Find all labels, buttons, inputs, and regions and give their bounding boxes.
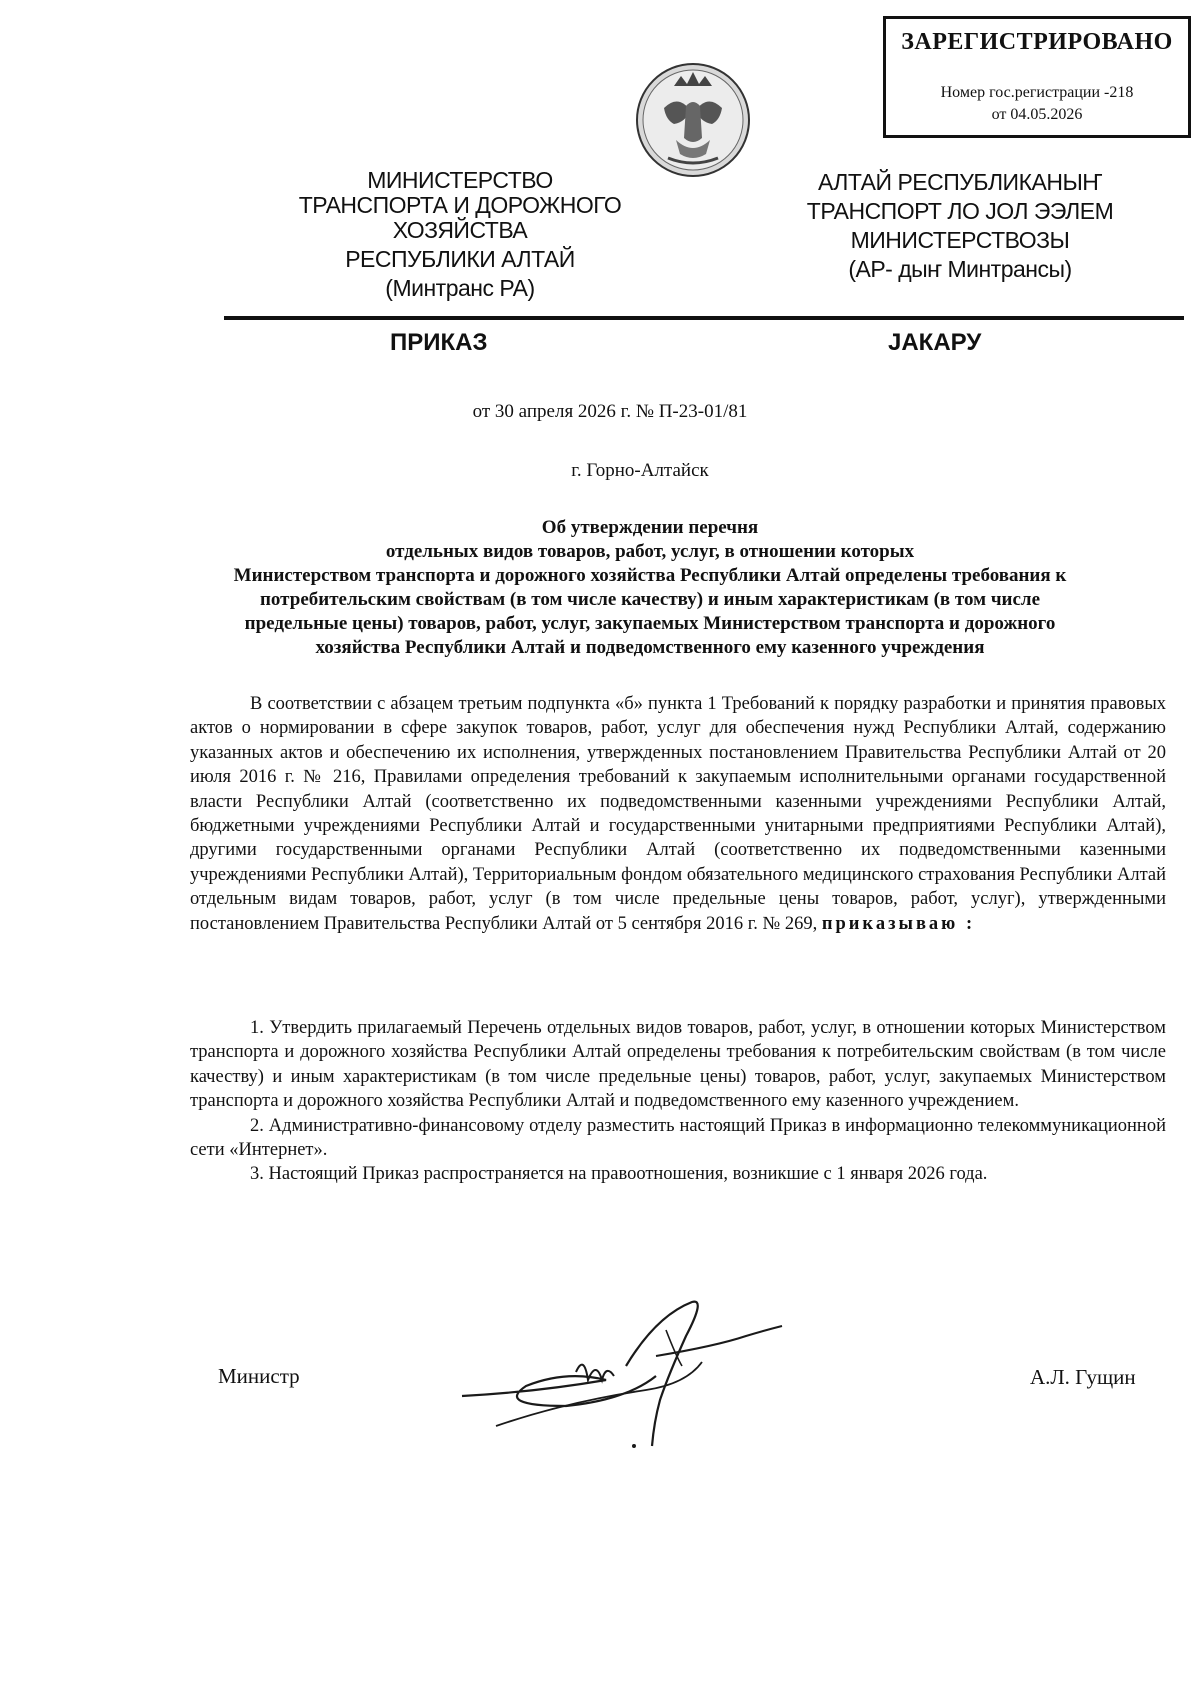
header-divider	[224, 316, 1184, 320]
title-line: Министерством транспорта и дорожного хозяйства Республики Алтай определены требования к	[233, 565, 1067, 586]
stamp-registration-date: от 04.05.2026	[991, 106, 1083, 123]
order-verb: приказываю :	[821, 913, 976, 934]
title-line: потребительским свойствам (в том числе качеству) и иным характеристикам (в том числе	[259, 589, 1041, 610]
order-item: 1. Утвердить прилагаемый Перечень отдельных видов товаров, работ, услуг, в отношении которых Министерством транспорта и дорожного хозяйства Республики Алтай определены требования к потребительским свойствам (в том числе качеству) и иным характеристикам (в том числе предельные цены) товаров, работ, услуг, закупаемых Министерством транспорта и дорожного хозяйства Республики Алтай и подведомственного ему казенного учреждением.	[190, 1018, 1166, 1112]
registration-stamp	[883, 16, 1191, 138]
header-line: МИНИСТЕРСТВО	[367, 167, 553, 193]
header-line: МИНИСТЕРСТВОЗЫ	[850, 227, 1070, 253]
title-line: Об утверждении перечня	[541, 517, 759, 538]
order-word-altai: JАКАРУ	[888, 329, 982, 356]
ministry-header-altai	[780, 168, 1140, 284]
signatory-position: Министр	[218, 1364, 300, 1388]
order-item: 2. Административно-финансовому отделу разместить настоящий Приказ в информационно телекоммуникационной сети «Интернет».	[190, 1115, 1166, 1161]
header-line: (Минтранс РА)	[385, 275, 535, 301]
title-line: хозяйства Республики Алтай и подведомственного ему казенного учреждения	[315, 637, 985, 658]
header-line: АЛТАЙ РЕСПУБЛИКАНЫҤ	[817, 169, 1103, 195]
order-items	[190, 1016, 1166, 1187]
preamble-text: В соответствии с абзацем третьим подпункта «б» пункта 1 Требований к порядку разработки и принятия правовых актов о нормировании в сфере закупок товаров, работ, услуг для обеспечения нужд Республики Алтай, содержанию указанных актов и обеспечению их исполнения, утвержденных постановлением Правительства Республики Алтай от 20 июля 2016 г. № 216, Правилами определения требований к закупаемым исполнительными органами государственной власти Республики Алтай (соответственно их подведомственными казенными учреждениями Республики Алтай, бюджетными учреждениями Республики Алтай и государственными унитарными предприятиями Республики Алтай), другими государственными органами Республики Алтай (соответственно их подведомственными казенными учреждениями Республики Алтай), Территориальным фондом обязательного медицинского страхования Республики Алтай отдельным видам товаров, работ, услуг (в том числе предельные цены товаров, работ, услуг), утвержденными постановлением Правительства Республики Алтай от 5 сентября 2016 г. № 269,	[190, 694, 1166, 934]
header-line: ХОЗЯЙСТВА	[392, 217, 528, 243]
ministry-header-russian	[280, 168, 640, 301]
header-line: РЕСПУБЛИКИ АЛТАЙ	[345, 246, 575, 272]
order-item: 3. Настоящий Приказ распространяется на правоотношения, возникшие с 1 января 2026 года.	[250, 1164, 988, 1185]
header-line: ТРАНСПОРТА И ДОРОЖНОГО	[298, 192, 622, 218]
document-title	[150, 516, 1150, 660]
title-line: отдельных видов товаров, работ, услуг, в отношении которых	[385, 541, 915, 562]
stamp-registration-number: Номер гос.регистрации -218	[940, 84, 1134, 101]
stamp-title: ЗАРЕГИСТРИРОВАНО	[901, 29, 1173, 55]
handwritten-signature	[456, 1296, 786, 1472]
order-date-number: от 30 апреля 2026 г. № П-23-01/81	[472, 401, 748, 422]
preamble	[190, 692, 1166, 936]
preamble-paragraph	[190, 692, 1166, 936]
signatory-name: А.Л. Гущин	[1030, 1365, 1136, 1389]
header-line: ТРАНСПОРТ ЛО JОЛ ЭЭЛЕМ	[806, 198, 1114, 224]
order-word-russian: ПРИКАЗ	[390, 329, 488, 356]
title-line: предельные цены) товаров, работ, услуг, закупаемых Министерством транспорта и дорожного	[244, 613, 1056, 634]
city: г. Горно-Алтайск	[571, 460, 709, 481]
header-line: (АР- дыҥ Минтрансы)	[848, 256, 1072, 282]
coat-of-arms-emblem	[634, 60, 752, 180]
